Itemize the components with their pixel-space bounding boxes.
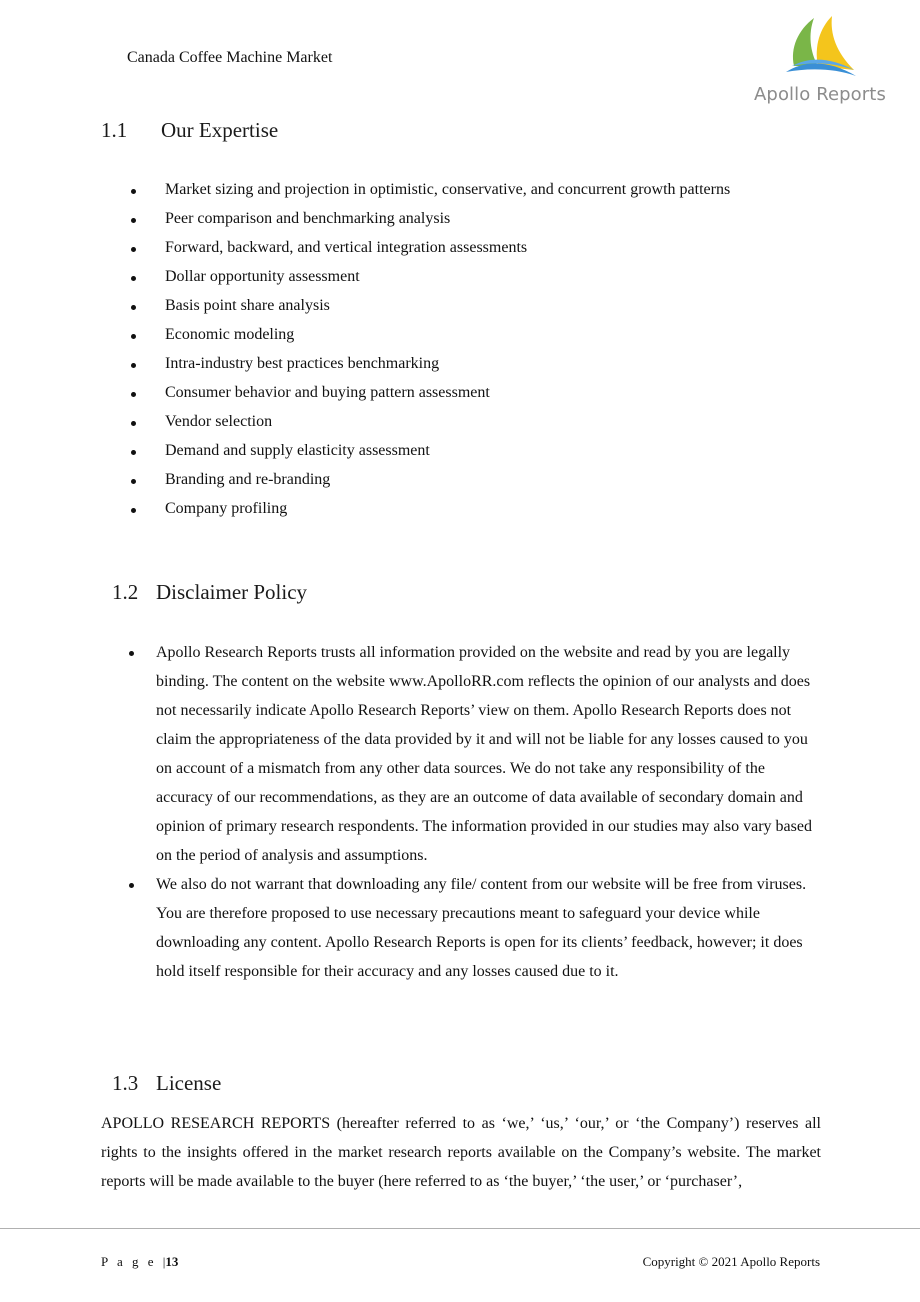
heading-license [112,1070,221,1096]
list-item: Branding and re-branding [165,470,865,499]
bullet-icon [131,363,136,368]
section-title: Our Expertise [161,118,279,142]
page-indicator [101,1254,178,1270]
list-item: Vendor selection [165,412,865,441]
expertise-list [165,180,865,528]
section-title: License [156,1071,222,1095]
document-title: Canada Coffee Machine Market [127,49,333,66]
apollo-reports-logo [748,12,898,110]
list-item: Apollo Research Reports trusts all information provided on the website and read by you are legally binding. The content on the website www.ApolloRR.com reflects the opinion of our analysts and does not necessarily indicate Apollo Research Reports’ view on them. Apollo Research Reports does not claim the appropriateness of the data provided by it and will not be liable for any losses caused to you on account of a mismatch from any other data sources. We do not take any responsibility of the accuracy of our recommendations, as they are an outcome of data available of secondary domain and opinion of primary research respondents. The information provided in our studies may also vary based on the period of analysis and assumptions. [156,638,821,870]
list-item: Economic modeling [165,325,865,354]
page-number: 13 [165,1254,179,1269]
bullet-icon [131,334,136,339]
bullet-icon [131,276,136,281]
list-item: Forward, backward, and vertical integration assessments [165,238,865,267]
bullet-icon [131,450,136,455]
heading-our-expertise [101,117,278,143]
heading-disclaimer-policy [112,579,307,605]
license-paragraph: APOLLO RESEARCH REPORTS (hereafter referred to as ‘we,’ ‘us,’ ‘our,’ or ‘the Company’) reserves all rights to the insights offered in the market research reports available on the Company’s website. The market reports will be made available to the buyer (here referred to as ‘the buyer,’ ‘the user,’ or ‘purchaser’, [101,1115,821,1190]
logo-text: Apollo Reports [754,84,886,105]
section-number: 1.1 [101,118,128,142]
bullet-icon [131,189,136,194]
footer-divider [0,1228,920,1229]
disclaimer-list [156,638,821,986]
list-item: We also do not warrant that downloading any file/ content from our website will be free from viruses. You are therefore proposed to use necessary precautions meant to safeguard your device while downloading any content. Apollo Research Reports is open for its clients’ feedback, however; it does hold itself responsible for their accuracy and any losses caused due to it. [156,870,821,986]
bullet-icon [131,421,136,426]
list-item: Company profiling [165,499,865,528]
list-item: Consumer behavior and buying pattern assessment [165,383,865,412]
list-item: Basis point share analysis [165,296,865,325]
bullet-icon [129,651,134,656]
copyright-text: Copyright © 2021 Apollo Reports [642,1254,820,1269]
list-item: Peer comparison and benchmarking analysis [165,209,865,238]
logo-leaf-icon [784,12,862,82]
list-item: Market sizing and projection in optimistic, conservative, and concurrent growth patterns [165,180,865,209]
list-item: Demand and supply elasticity assessment [165,441,865,470]
page-label: P a g e [101,1254,157,1269]
section-title: Disclaimer Policy [156,580,308,604]
bullet-icon [129,883,134,888]
bullet-icon [131,305,136,310]
section-number: 1.2 [112,580,139,604]
bullet-icon [131,392,136,397]
list-item: Dollar opportunity assessment [165,267,865,296]
bullet-icon [131,508,136,513]
bullet-icon [131,479,136,484]
bullet-icon [131,218,136,223]
section-number: 1.3 [112,1071,139,1095]
list-item: Intra-industry best practices benchmarking [165,354,865,383]
page-separator: | [162,1254,166,1269]
bullet-icon [131,247,136,252]
